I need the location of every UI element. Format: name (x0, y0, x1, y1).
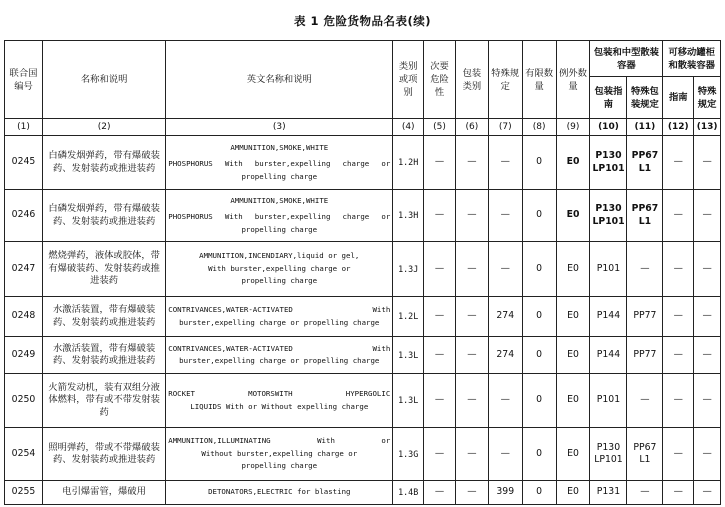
excepted-qty-cell: E0 (556, 297, 590, 337)
header-tank-inst: 指南 (663, 77, 694, 119)
special-pack: L1 (638, 215, 652, 227)
table-row (5, 428, 721, 481)
pack-group-cell: — (455, 297, 488, 337)
special-cell: — (488, 136, 522, 190)
tank-special-cell: — (694, 190, 721, 242)
special-cell: — (488, 428, 522, 481)
un-number: 0245 (5, 136, 43, 190)
limited-qty-cell: 0 (522, 481, 556, 505)
name-en-line: burster,expelling charge or propelling charge (179, 317, 380, 327)
pack-inst: LP101 (592, 162, 625, 174)
table-row (5, 242, 721, 297)
name-cn: 照明弹药，带或不带爆破装药、发射装药或推进装药 (43, 428, 166, 481)
name-en-line: LIQUIDS With or Without expelling charge (190, 401, 369, 411)
name-en (166, 374, 393, 428)
class-cell: 1.3J (393, 242, 424, 297)
special-pack-cell (627, 190, 663, 242)
tank-inst-cell: — (663, 481, 694, 505)
excepted-qty-cell: E0 (556, 190, 590, 242)
col-number: (4) (393, 119, 424, 136)
name-cn: 水激活装置，带有爆破装药、发射装药或推进装药 (43, 297, 166, 337)
class-cell: 1.3L (393, 337, 424, 374)
header-tank-special: 特殊规定 (694, 77, 721, 119)
header-sub-risk: 次要危险性 (424, 41, 456, 119)
limited-qty-cell: 0 (522, 374, 556, 428)
pack-inst-cell (590, 190, 627, 242)
name-en-line: propelling charge (241, 224, 318, 234)
table-row (5, 481, 721, 505)
pack-group-cell: — (455, 481, 488, 505)
special-cell: — (488, 242, 522, 297)
col-number: (7) (488, 119, 522, 136)
name-cn: 水激活装置，带有爆破装药、发射装药或推进装药 (43, 337, 166, 374)
pack-group-cell: — (455, 374, 488, 428)
col-number: (12) (663, 119, 694, 136)
col-number: (11) (627, 119, 663, 136)
header-special: 特殊规定 (488, 41, 522, 119)
special-cell: 274 (488, 337, 522, 374)
excepted-qty-cell: E0 (556, 242, 590, 297)
header-special-pack: 特殊包装规定 (627, 77, 663, 119)
special-pack: PP67 (631, 203, 659, 214)
pack-inst-cell: P144 (590, 297, 627, 337)
special-pack: PP67 (633, 441, 657, 453)
col-number: (1) (5, 119, 43, 136)
special-pack-cell: PP77 (627, 337, 663, 374)
special-pack-cell (627, 428, 663, 481)
limited-qty-cell: 0 (522, 297, 556, 337)
sub-risk-cell: — (424, 136, 456, 190)
col-number: (9) (556, 119, 590, 136)
limited-qty-cell: 0 (522, 136, 556, 190)
table-row (5, 374, 721, 428)
pack-group-cell: — (455, 428, 488, 481)
pack-inst-cell: P131 (590, 481, 627, 505)
col-number: (8) (522, 119, 556, 136)
pack-inst-cell (590, 428, 627, 481)
header-name-en: 英文名称和说明 (166, 41, 393, 119)
table-row (5, 190, 721, 242)
column-number-row (5, 119, 721, 136)
name-en (166, 190, 393, 242)
tank-special-cell: — (694, 136, 721, 190)
un-number: 0247 (5, 242, 43, 297)
name-en-line: CONTRIVANCES,WATER-ACTIVATED With (168, 343, 391, 353)
un-number: 0248 (5, 297, 43, 337)
header-tank-group-title: 可移动罐柜和散装容器 (663, 41, 721, 77)
un-number: 0249 (5, 337, 43, 374)
col-number: (13) (694, 119, 721, 136)
tank-special-cell: — (694, 242, 721, 297)
pack-inst: P130 (596, 441, 621, 453)
pack-group-cell: — (455, 337, 488, 374)
tank-inst-cell: — (663, 428, 694, 481)
name-en (166, 337, 393, 374)
tank-special-cell: — (694, 428, 721, 481)
tank-special-cell: — (694, 297, 721, 337)
name-en-line: propelling charge (241, 171, 318, 181)
pack-inst: LP101 (594, 454, 623, 465)
tank-inst-cell: — (663, 190, 694, 242)
name-en-line: AMMUNITION,SMOKE,WHITE (230, 195, 329, 205)
special-pack-cell: PP77 (627, 297, 663, 337)
name-cn: 火箭发动机，装有双组分液体燃料，带有或不带发射装药 (43, 374, 166, 428)
excepted-qty-cell: E0 (556, 481, 590, 505)
pack-group-cell: — (455, 136, 488, 190)
pack-inst-cell: P101 (590, 242, 627, 297)
special-pack: L1 (638, 162, 652, 174)
special-pack-cell (627, 136, 663, 190)
name-en (166, 242, 393, 297)
special-cell: 274 (488, 297, 522, 337)
special-cell: 399 (488, 481, 522, 505)
tank-inst-cell: — (663, 242, 694, 297)
class-cell: 1.3G (393, 428, 424, 481)
sub-risk-cell: — (424, 242, 456, 297)
sub-risk-cell: — (424, 190, 456, 242)
tank-inst-cell: — (663, 136, 694, 190)
table-row (5, 337, 721, 374)
un-number: 0255 (5, 481, 43, 505)
header-pack-group: 包装类别 (455, 41, 488, 119)
name-en-line: PHOSPHORUS With burster,expelling charge or (168, 159, 391, 169)
name-en-line: ROCKET MOTORSWITH HYPERGOLIC (168, 389, 391, 398)
name-en-line: AMMUNITION,INCENDIARY,liquid or gel, (199, 251, 360, 261)
name-cn: 白磷发烟弹药，带有爆破装药、发射装药或推进装药 (43, 136, 166, 190)
col-number: (6) (455, 119, 488, 136)
tank-inst-cell: — (663, 297, 694, 337)
name-en (166, 481, 393, 505)
name-en-line: burster,expelling charge or propelling charge (179, 356, 380, 365)
tank-special-cell: — (694, 337, 721, 374)
col-number: (2) (43, 119, 166, 136)
name-en (166, 136, 393, 190)
pack-inst-cell (590, 136, 627, 190)
dangerous-goods-table (4, 40, 721, 505)
name-en-line: AMMUNITION,ILLUMINATING With or (168, 436, 391, 446)
un-number: 0250 (5, 374, 43, 428)
header-class: 类别或项别 (393, 41, 424, 119)
tank-special-cell: — (694, 481, 721, 505)
sub-risk-cell: — (424, 374, 456, 428)
special-pack: PP67 (631, 150, 659, 161)
special-cell: — (488, 374, 522, 428)
pack-inst-cell: P144 (590, 337, 627, 374)
excepted-qty-cell: E0 (556, 374, 590, 428)
sub-risk-cell: — (424, 481, 456, 505)
name-en-line: CONTRIVANCES,WATER-ACTIVATED With (168, 305, 391, 314)
name-en-line: AMMUNITION,SMOKE,WHITE (230, 142, 329, 152)
special-pack-cell: — (627, 242, 663, 297)
class-cell: 1.3H (393, 190, 424, 242)
pack-inst-cell: P101 (590, 374, 627, 428)
name-en-line: DETONATORS,ELECTRIC for blasting (208, 487, 351, 497)
excepted-qty-cell: E0 (556, 337, 590, 374)
table-title: 表 1 危险货物品名表(续) (293, 14, 432, 28)
pack-inst: P130 (595, 203, 622, 214)
pack-group-cell: — (455, 190, 488, 242)
limited-qty-cell: 0 (522, 337, 556, 374)
class-cell: 1.2H (393, 136, 424, 190)
sub-risk-cell: — (424, 428, 456, 481)
tank-special-cell: — (694, 374, 721, 428)
special-pack-cell: — (627, 374, 663, 428)
name-en (166, 297, 393, 337)
name-en-line: Without burster,expelling charge or (201, 448, 358, 458)
special-cell: — (488, 190, 522, 242)
excepted-qty-cell: E0 (556, 136, 590, 190)
col-number: (5) (424, 119, 456, 136)
un-number: 0246 (5, 190, 43, 242)
name-cn: 燃烧弹药，液体或胶体，带有爆破装药、发射装药或推进装药 (43, 242, 166, 297)
special-pack-cell: — (627, 481, 663, 505)
special-pack: L1 (639, 454, 651, 465)
header-limited-qty: 有限数量 (522, 41, 556, 119)
sub-risk-cell: — (424, 337, 456, 374)
limited-qty-cell: 0 (522, 190, 556, 242)
limited-qty-cell: 0 (522, 428, 556, 481)
class-cell: 1.3L (393, 374, 424, 428)
un-number: 0254 (5, 428, 43, 481)
header-un-no: 联合国编号 (5, 41, 43, 119)
limited-qty-cell: 0 (522, 242, 556, 297)
class-cell: 1.4B (393, 481, 424, 505)
name-cn: 电引爆雷管，爆破用 (43, 481, 166, 505)
col-number: (10) (590, 119, 627, 136)
name-en-line: propelling charge (241, 461, 318, 471)
name-en (166, 428, 393, 481)
table-row (5, 136, 721, 190)
tank-inst-cell: — (663, 337, 694, 374)
name-cn: 白磷发烟弹药，带有爆破装药、发射装药或推进装药 (43, 190, 166, 242)
sub-risk-cell: — (424, 297, 456, 337)
table-row (5, 297, 721, 337)
col-number: (3) (166, 119, 393, 136)
pack-inst: P130 (595, 150, 622, 161)
header-pack-group-title: 包装和中型散装容器 (590, 41, 663, 77)
class-cell: 1.2L (393, 297, 424, 337)
name-en-line: PHOSPHORUS With burster,expelling charge or (168, 212, 391, 222)
header-name-cn: 名称和说明 (43, 41, 166, 119)
header-pack-inst: 包装指南 (590, 77, 627, 119)
tank-inst-cell: — (663, 374, 694, 428)
name-en-line: With burster,expelling charge or (208, 263, 351, 273)
excepted-qty-cell: E0 (556, 428, 590, 481)
header-excepted-qty: 例外数量 (556, 41, 590, 119)
pack-inst: LP101 (592, 215, 625, 227)
name-en-line: propelling charge (241, 276, 318, 286)
pack-group-cell: — (455, 242, 488, 297)
